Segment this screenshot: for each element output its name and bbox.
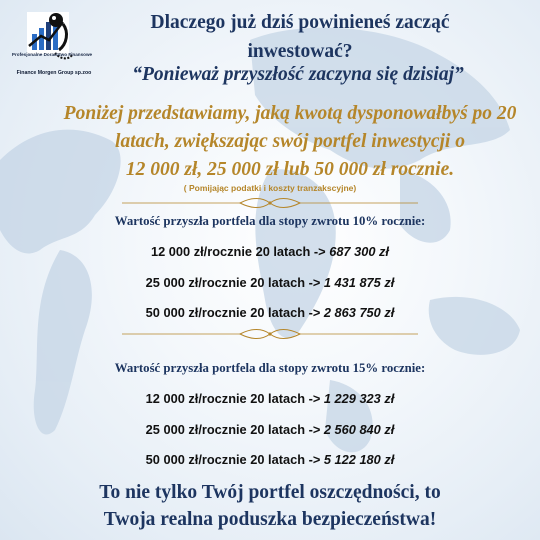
row-label: 12 000 zł/rocznie 20 latach -> <box>145 391 324 406</box>
tax-note: ( Pomijając podatki i koszty tranzakscyjne) <box>183 183 357 193</box>
row-label: 25 000 zł/rocznie 20 latach -> <box>145 275 324 290</box>
section-10-row <box>60 275 480 290</box>
footer-line-1: To nie tylko Twój portfel oszczędności, to <box>99 482 441 503</box>
row-value: 1 229 323 zł <box>323 391 395 406</box>
row-value: 1 431 875 zł <box>323 275 395 290</box>
row-value: 5 122 180 zł <box>323 452 395 467</box>
section-15-header: Wartość przyszła portfela dla stopy zwrotu 15% rocznie: <box>114 361 426 375</box>
section-10-header: Wartość przyszła portfela dla stopy zwrotu 10% rocznie: <box>114 214 426 228</box>
row-value: 687 300 zł <box>329 244 389 259</box>
row-label: 25 000 zł/rocznie 20 latach -> <box>145 422 324 437</box>
section-15-row <box>60 422 480 437</box>
row-label: 50 000 zł/rocznie 20 latach -> <box>145 452 324 467</box>
page-title <box>120 8 480 66</box>
logo-caption: Profesjonalne Doradztwo Finansowe <box>11 52 93 57</box>
gold-divider-top <box>122 196 418 210</box>
logo-company-name: Finance Morgen Group sp.zoo <box>16 70 92 76</box>
intro-text <box>60 100 520 184</box>
gold-divider-middle <box>122 327 418 341</box>
footer-line-2: Twoja realna poduszka bezpieczeństwa! <box>103 509 437 530</box>
row-label: 50 000 zł/rocznie 20 latach -> <box>145 305 324 320</box>
intro-line-2: latach, zwiększając swój portfel inwestycji o <box>115 131 465 152</box>
section-15-row <box>60 452 480 467</box>
title-line-2: inwestować? <box>247 41 353 62</box>
row-label: 12 000 zł/rocznie 20 latach -> <box>151 244 330 259</box>
section-10-row <box>60 305 480 320</box>
section-10-row <box>60 244 480 259</box>
row-value: 2 863 750 zł <box>323 305 395 320</box>
title-line-1: Dlaczego już dziś powinieneś zacząć <box>150 12 450 33</box>
footer-message <box>40 479 500 533</box>
intro-line-3: 12 000 zł, 25 000 zł lub 50 000 zł rocznie. <box>125 159 455 180</box>
company-logo <box>5 8 95 78</box>
intro-line-1: Poniżej przedstawiamy, jaką kwotą dysponowałbyś po 20 <box>63 103 517 124</box>
row-value: 2 560 840 zł <box>323 422 395 437</box>
quote-subtitle: “Ponieważ przyszłość zaczyna się dzisiaj” <box>132 64 464 85</box>
section-15-row <box>60 391 480 406</box>
